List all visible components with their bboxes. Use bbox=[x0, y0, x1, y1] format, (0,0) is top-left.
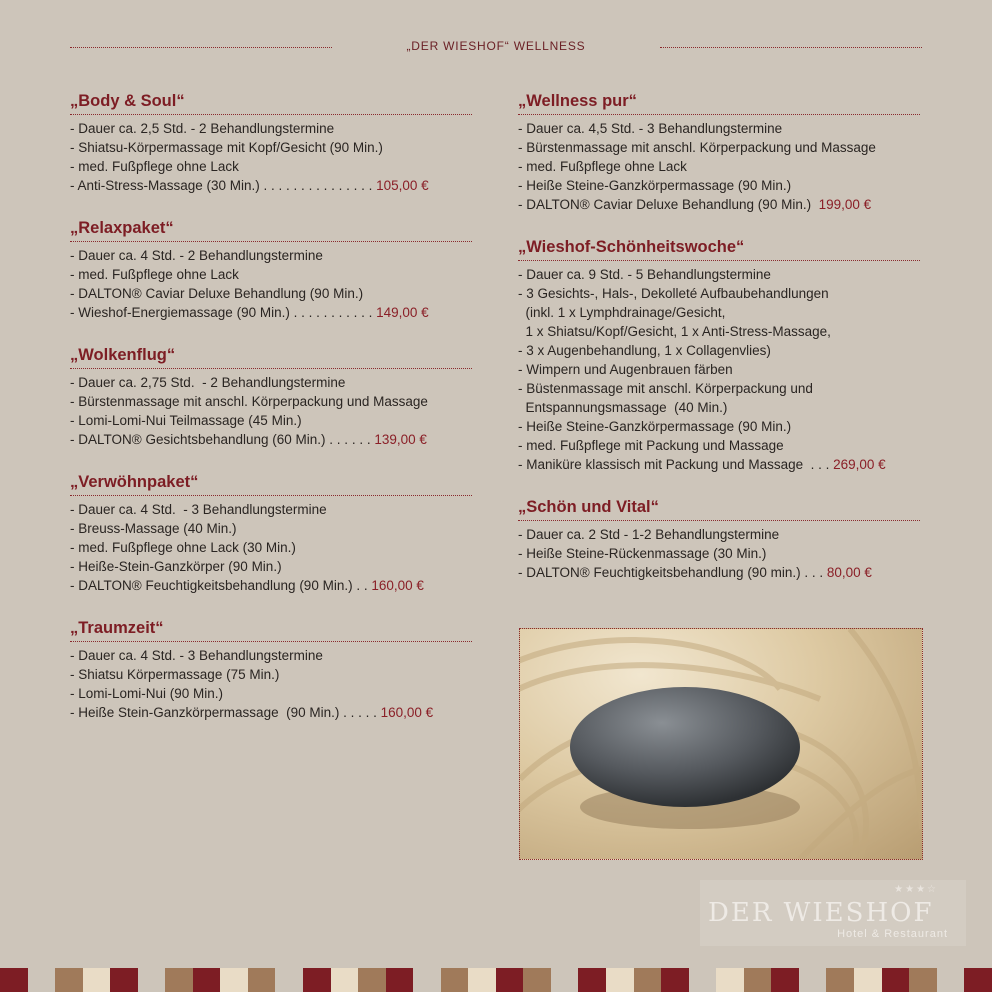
stripe-segment bbox=[854, 968, 882, 992]
package-price: 149,00 € bbox=[376, 305, 429, 320]
package-section bbox=[70, 346, 472, 449]
package-item-text: - DALTON® Caviar Deluxe Behandlung (90 Min.) bbox=[70, 286, 364, 301]
package-item-list bbox=[518, 265, 920, 474]
package-price: 160,00 € bbox=[380, 705, 434, 720]
package-item-list bbox=[518, 119, 920, 214]
package-item-text: - DALTON® Feuchtigkeitsbehandlung (90 min.) . . . bbox=[518, 565, 827, 580]
stripe-segment bbox=[578, 968, 606, 992]
package-item bbox=[70, 176, 472, 195]
package-item bbox=[70, 519, 472, 538]
package-price: 160,00 € bbox=[371, 578, 424, 593]
package-title: „Body & Soul“ bbox=[70, 92, 472, 115]
package-item-text: Entspannungsmassage (40 Min.) bbox=[518, 400, 728, 415]
package-section bbox=[70, 473, 472, 595]
package-item bbox=[518, 379, 920, 398]
package-item-text: - Maniküre klassisch mit Packung und Massage . . . bbox=[518, 457, 834, 472]
stripe-segment bbox=[909, 968, 937, 992]
stripe-segment bbox=[138, 968, 166, 992]
header-title: „DER WIESHOF“ WELLNESS bbox=[406, 39, 586, 53]
stripe-segment bbox=[716, 968, 744, 992]
stripe-segment bbox=[799, 968, 827, 992]
package-item-text: - Bürstenmassage mit anschl. Körperpackung und Massage bbox=[70, 394, 428, 409]
package-item-text: - Dauer ca. 4,5 Std. - 3 Behandlungstermine bbox=[518, 121, 783, 136]
package-item-list bbox=[70, 373, 472, 449]
package-item-text: - Wimpern und Augenbrauen färben bbox=[518, 362, 733, 377]
package-price: 80,00 € bbox=[826, 565, 872, 580]
stripe-segment bbox=[55, 968, 83, 992]
package-item bbox=[70, 576, 472, 595]
package-item bbox=[518, 138, 920, 157]
package-item bbox=[70, 157, 472, 176]
package-item bbox=[518, 455, 920, 474]
stripe-segment bbox=[413, 968, 441, 992]
package-item-text: 1 x Shiatsu/Kopf/Gesicht, 1 x Anti-Stress-Massage, bbox=[518, 324, 831, 339]
page-header bbox=[70, 38, 922, 58]
package-price: 105,00 € bbox=[376, 178, 429, 193]
stripe-segment bbox=[441, 968, 469, 992]
package-item-text: - Shiatsu Körpermassage (75 Min.) bbox=[70, 667, 280, 682]
package-item bbox=[70, 646, 472, 665]
package-section bbox=[518, 498, 920, 582]
package-item-text: - DALTON® Feuchtigkeitsbehandlung (90 Min.) . . bbox=[70, 578, 372, 593]
package-item bbox=[518, 341, 920, 360]
package-item-text: - Dauer ca. 9 Std. - 5 Behandlungstermine bbox=[518, 267, 771, 282]
stripe-segment bbox=[964, 968, 992, 992]
package-title: „Traumzeit“ bbox=[70, 619, 472, 642]
stripe-segment bbox=[165, 968, 193, 992]
package-title: „Relaxpaket“ bbox=[70, 219, 472, 242]
stone-illustration bbox=[520, 629, 922, 859]
package-item bbox=[70, 138, 472, 157]
package-item bbox=[70, 703, 472, 722]
package-item-text: - Heiße Steine-Ganzkörpermassage (90 Min.) bbox=[518, 178, 792, 193]
logo-name: DER WIESHOF bbox=[708, 898, 934, 928]
package-item-text: - Dauer ca. 4 Std. - 3 Behandlungstermine bbox=[70, 648, 323, 663]
package-item bbox=[518, 119, 920, 138]
package-item-text: - Dauer ca. 2,75 Std. - 2 Behandlungstermine bbox=[70, 375, 346, 390]
right-column bbox=[518, 92, 920, 606]
package-item-text: - Wieshof-Energiemassage (90 Min.) . . . . . . . . . . . bbox=[70, 305, 377, 320]
stripe-segment bbox=[110, 968, 138, 992]
package-item bbox=[70, 284, 472, 303]
header-rule-left bbox=[70, 47, 332, 48]
package-item bbox=[70, 119, 472, 138]
logo-subtitle: Hotel & Restaurant bbox=[837, 928, 948, 940]
package-item-text: (inkl. 1 x Lymphdrainage/Gesicht, bbox=[518, 305, 726, 320]
package-item bbox=[518, 176, 920, 195]
package-item-text: - Dauer ca. 2 Std - 1-2 Behandlungstermine bbox=[518, 527, 780, 542]
package-section bbox=[70, 219, 472, 322]
package-item bbox=[70, 500, 472, 519]
stripe-segment bbox=[606, 968, 634, 992]
package-item bbox=[518, 544, 920, 563]
package-item bbox=[70, 265, 472, 284]
stripe-segment bbox=[248, 968, 276, 992]
package-item bbox=[70, 538, 472, 557]
stripe-segment bbox=[744, 968, 772, 992]
package-section bbox=[70, 92, 472, 195]
package-item-text: - Lomi-Lomi-Nui Teilmassage (45 Min.) bbox=[70, 413, 302, 428]
package-item-text: - Lomi-Lomi-Nui (90 Min.) bbox=[70, 686, 224, 701]
package-item-text: - Heiße-Stein-Ganzkörper (90 Min.) bbox=[70, 559, 282, 574]
stripe-segment bbox=[771, 968, 799, 992]
package-price: 269,00 € bbox=[833, 457, 886, 472]
package-item bbox=[518, 563, 920, 582]
package-item-text: - Breuss-Massage (40 Min.) bbox=[70, 521, 237, 536]
package-item-list bbox=[70, 119, 472, 195]
stripe-segment bbox=[661, 968, 689, 992]
package-item-text: - med. Fußpflege ohne Lack (30 Min.) bbox=[70, 540, 296, 555]
decorative-stripe-band bbox=[0, 968, 992, 992]
package-item-text: - Dauer ca. 4 Std. - 3 Behandlungstermine bbox=[70, 502, 327, 517]
package-item bbox=[70, 392, 472, 411]
stripe-segment bbox=[275, 968, 303, 992]
package-item bbox=[70, 684, 472, 703]
package-item-text: - DALTON® Caviar Deluxe Behandlung (90 Min.) bbox=[518, 197, 819, 212]
package-item-text: - 3 x Augenbehandlung, 1 x Collagenvlies) bbox=[518, 343, 771, 358]
stripe-segment bbox=[0, 968, 28, 992]
stripe-segment bbox=[634, 968, 662, 992]
stripe-segment bbox=[83, 968, 111, 992]
package-item bbox=[70, 411, 472, 430]
package-item-text: - med. Fußpflege ohne Lack bbox=[518, 159, 687, 174]
package-item bbox=[70, 303, 472, 322]
package-item-text: - med. Fußpflege ohne Lack bbox=[70, 267, 239, 282]
stripe-segment bbox=[468, 968, 496, 992]
header-rule-right bbox=[660, 47, 922, 48]
package-price: 139,00 € bbox=[374, 432, 427, 447]
package-item bbox=[70, 557, 472, 576]
package-price: 199,00 € bbox=[818, 197, 872, 212]
package-item bbox=[70, 665, 472, 684]
stripe-segment bbox=[826, 968, 854, 992]
stripe-segment bbox=[882, 968, 910, 992]
package-item-text: - Heiße Steine-Ganzkörpermassage (90 Min.) bbox=[518, 419, 792, 434]
hotel-logo bbox=[700, 880, 966, 946]
package-title: „Verwöhnpaket“ bbox=[70, 473, 472, 496]
package-item bbox=[518, 157, 920, 176]
package-item-text: - Dauer ca. 2,5 Std. - 2 Behandlungstermine bbox=[70, 121, 335, 136]
package-item-text: - Bürstenmassage mit anschl. Körperpackung und Massage bbox=[518, 140, 876, 155]
package-item-text: - DALTON® Gesichtsbehandlung (60 Min.) . . . . . . bbox=[70, 432, 375, 447]
stripe-segment bbox=[220, 968, 248, 992]
package-item-text: - 3 Gesichts-, Hals-, Dekolleté Aufbaubehandlungen bbox=[518, 286, 829, 301]
package-item-text: - Heiße Stein-Ganzkörpermassage (90 Min.) . . . . . bbox=[70, 705, 381, 720]
stripe-segment bbox=[303, 968, 331, 992]
package-item-list bbox=[70, 646, 472, 722]
package-item bbox=[518, 195, 920, 214]
package-item bbox=[70, 246, 472, 265]
stripe-segment bbox=[496, 968, 524, 992]
left-column bbox=[70, 92, 472, 746]
package-item-text: - Büstenmassage mit anschl. Körperpackung und bbox=[518, 381, 813, 396]
package-item bbox=[518, 525, 920, 544]
stripe-segment bbox=[331, 968, 359, 992]
package-item bbox=[518, 360, 920, 379]
stripe-segment bbox=[358, 968, 386, 992]
zen-stone-photo bbox=[519, 628, 923, 860]
stripe-segment bbox=[551, 968, 579, 992]
stripe-segment bbox=[937, 968, 965, 992]
stripe-segment bbox=[386, 968, 414, 992]
package-title: „Wellness pur“ bbox=[518, 92, 920, 115]
package-title: „Wieshof-Schönheitswoche“ bbox=[518, 238, 920, 261]
package-title: „Schön und Vital“ bbox=[518, 498, 920, 521]
package-item-text: - Heiße Steine-Rückenmassage (30 Min.) bbox=[518, 546, 767, 561]
package-section bbox=[518, 238, 920, 474]
package-item bbox=[518, 265, 920, 284]
package-item-text: - Dauer ca. 4 Std. - 2 Behandlungstermine bbox=[70, 248, 323, 263]
package-item bbox=[518, 417, 920, 436]
package-item bbox=[70, 373, 472, 392]
stripe-segment bbox=[193, 968, 221, 992]
stripe-segment bbox=[28, 968, 56, 992]
package-section bbox=[70, 619, 472, 722]
package-item-list bbox=[70, 246, 472, 322]
package-item bbox=[518, 322, 920, 341]
package-item bbox=[518, 284, 920, 303]
package-section bbox=[518, 92, 920, 214]
package-item-list bbox=[518, 525, 920, 582]
package-item-text: - med. Fußpflege mit Packung und Massage bbox=[518, 438, 784, 453]
package-item bbox=[518, 303, 920, 322]
package-item-text: - med. Fußpflege ohne Lack bbox=[70, 159, 239, 174]
stripe-segment bbox=[523, 968, 551, 992]
package-item-text: - Shiatsu-Körpermassage mit Kopf/Gesicht (90 Min.) bbox=[70, 140, 383, 155]
star-rating: ★★★☆ bbox=[894, 884, 938, 895]
package-item bbox=[518, 436, 920, 455]
package-item-text: - Anti-Stress-Massage (30 Min.) . . . . . . . . . . . . . . . bbox=[70, 178, 377, 193]
package-item bbox=[518, 398, 920, 417]
package-title: „Wolkenflug“ bbox=[70, 346, 472, 369]
package-item bbox=[70, 430, 472, 449]
package-item-list bbox=[70, 500, 472, 595]
stripe-segment bbox=[689, 968, 717, 992]
